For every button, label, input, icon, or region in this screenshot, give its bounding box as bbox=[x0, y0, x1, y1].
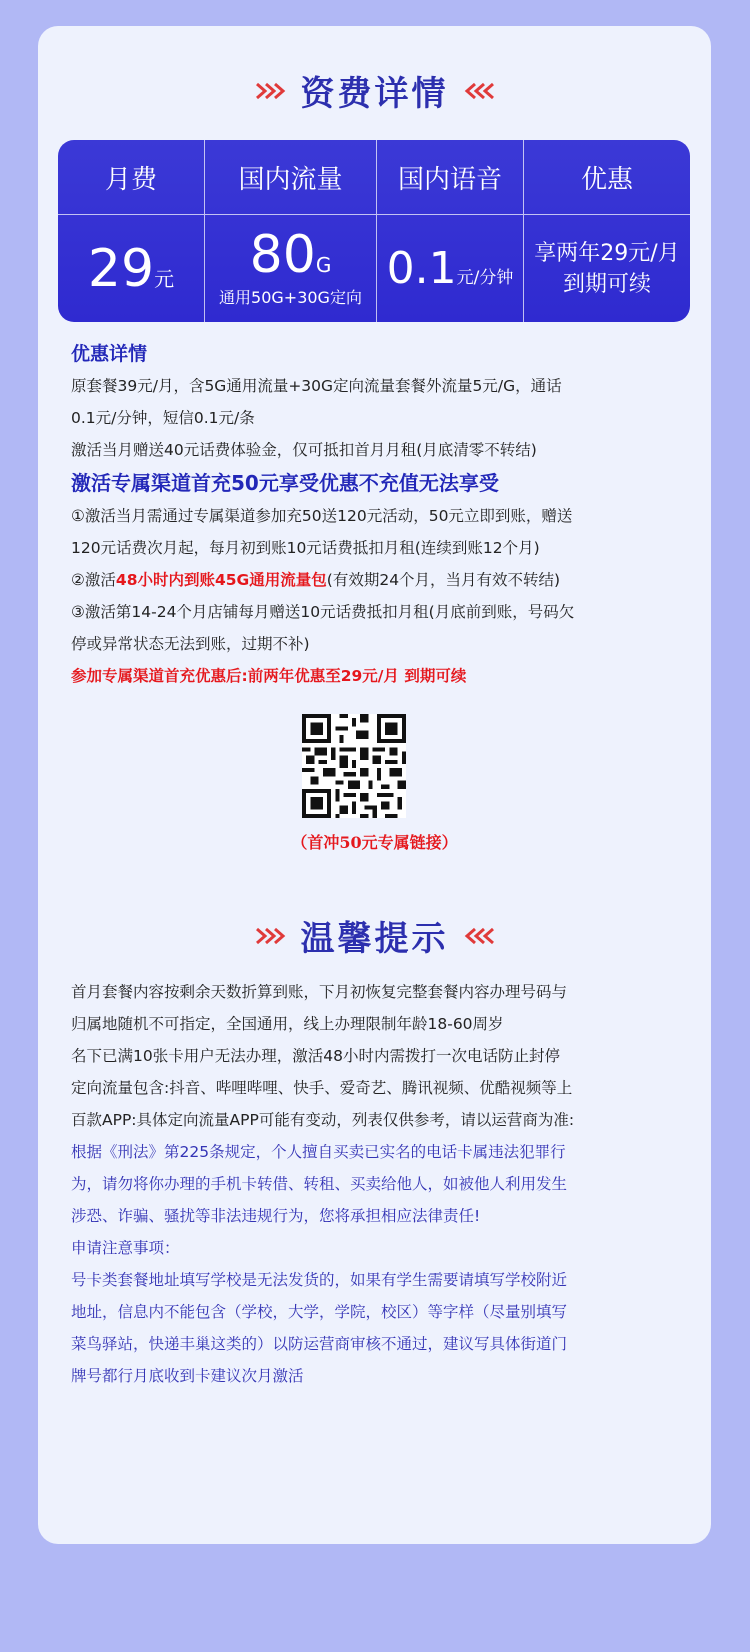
offer-item-2-suffix: (有效期24个月，当月有效不转结) bbox=[326, 571, 561, 589]
header-discount: 优惠 bbox=[524, 140, 690, 215]
notice-line: 号卡类套餐地址填写学校是无法发货的，如果有学生需要请填写学校附近 bbox=[71, 1271, 568, 1289]
offer-line: 0.1元/分钟，短信0.1元/条 bbox=[71, 409, 255, 427]
section-title-plan bbox=[38, 66, 711, 115]
header-domestic-voice: 国内语音 bbox=[377, 140, 524, 215]
offer-title: 优惠详情 bbox=[71, 343, 148, 365]
tip-line: 名下已满10张卡用户无法办理，激活48小时内需拨打一次电话防止封停 bbox=[71, 1047, 560, 1065]
header-monthly-fee: 月费 bbox=[58, 140, 205, 215]
monthly-fee-cell bbox=[58, 215, 205, 322]
notice-line: 牌号都行月底收到卡建议次月激活 bbox=[71, 1367, 304, 1385]
voice-unit: 元/分钟 bbox=[456, 267, 514, 288]
voice-cell bbox=[377, 215, 524, 322]
tips-list bbox=[71, 976, 671, 1392]
voice-value: 0.1 bbox=[386, 242, 457, 294]
offer-line: 原套餐39元/月，含5G通用流量+30G定向流量套餐外流量5元/G，通话 bbox=[71, 377, 562, 395]
double-chevron-left-icon bbox=[461, 925, 495, 947]
tip-line: 定向流量包含:抖音、哔哩哔哩、快手、爱奇艺、腾讯视频、优酷视频等上 bbox=[71, 1079, 573, 1097]
double-chevron-left-icon bbox=[461, 80, 495, 102]
monthly-fee-unit: 元 bbox=[154, 266, 175, 291]
data-cell bbox=[205, 215, 377, 322]
offer-item-2-prefix: ②激活 bbox=[71, 571, 116, 589]
tip-line: 首月套餐内容按剩余天数折算到账，下月初恢复完整套餐内容办理号码与 bbox=[71, 983, 568, 1001]
notice-heading: 申请注意事项： bbox=[71, 1239, 180, 1257]
promo-line2: 到期可续 bbox=[562, 271, 651, 297]
qr-code-icon[interactable] bbox=[302, 714, 406, 818]
promo-line1: 享两年29元/月 bbox=[534, 240, 680, 266]
offer-item: 停或异常状态无法到账，过期不补) bbox=[71, 635, 310, 653]
offer-item: ①激活当月需通过专属渠道参加充50送120元活动，50元立即到账，赠送 bbox=[71, 507, 573, 525]
notice-line: 菜鸟驿站，快递丰巢这类的）以防运营商审核不通过，建议写具体街道门 bbox=[71, 1335, 568, 1353]
offer-details bbox=[71, 338, 671, 692]
header-domestic-data: 国内流量 bbox=[205, 140, 377, 215]
offer-item-2-highlight: 48小时内到账45G通用流量包 bbox=[115, 571, 327, 589]
offer-item: ③激活第14-24个月店铺每月赠送10元话费抵扣月租(月底前到账，号码欠 bbox=[71, 603, 575, 621]
legal-line: 涉恐、诈骗、骚扰等非法违规行为，您将承担相应法律责任! bbox=[71, 1207, 481, 1225]
data-value: 80 bbox=[249, 225, 316, 285]
data-breakdown: 通用50G+30G定向 bbox=[219, 288, 362, 307]
legal-line: 根据《刑法》第225条规定，个人擅自买卖已实名的电话卡属违法犯罪行 bbox=[71, 1143, 566, 1161]
legal-line: 为，请勿将你办理的手机卡转借、转租、买卖给他人，如被他人利用发生 bbox=[71, 1175, 568, 1193]
offer-item-2 bbox=[71, 564, 671, 596]
promo-cell bbox=[524, 215, 690, 322]
double-chevron-right-icon bbox=[255, 80, 289, 102]
offer-subtitle: 激活专属渠道首充50元享受优惠不充值无法享受 bbox=[71, 471, 499, 495]
offer-line: 激活当月赠送40元话费体验金，仅可抵扣首月月租(月底清零不转结) bbox=[71, 441, 537, 459]
data-unit: G bbox=[315, 253, 332, 277]
monthly-fee-value: 29 bbox=[87, 238, 155, 299]
section-title-text: 资费详情 bbox=[300, 74, 449, 114]
qr-caption: （首冲50元专属链接） bbox=[291, 833, 458, 852]
tip-line: 百款APP:具体定向流量APP可能有变动，列表仅供参考，请以运营商为准: bbox=[71, 1111, 575, 1129]
tip-line: 归属地随机不可指定，全国通用，线上办理限制年龄18-60周岁 bbox=[71, 1015, 504, 1033]
content-card bbox=[38, 26, 711, 1544]
double-chevron-right-icon bbox=[255, 925, 289, 947]
notice-line: 地址，信息内不能包含（学校，大学，学院，校区）等字样（尽量别填写 bbox=[71, 1303, 568, 1321]
section-title-tips bbox=[38, 911, 711, 960]
offer-note: 参加专属渠道首充优惠后:前两年优惠至29元/月 到期可续 bbox=[71, 667, 467, 685]
offer-item: 120元话费次月起，每月初到账10元话费抵扣月租(连续到账12个月) bbox=[71, 539, 540, 557]
plan-table bbox=[58, 140, 690, 322]
section-title-text: 温馨提示 bbox=[300, 919, 449, 959]
